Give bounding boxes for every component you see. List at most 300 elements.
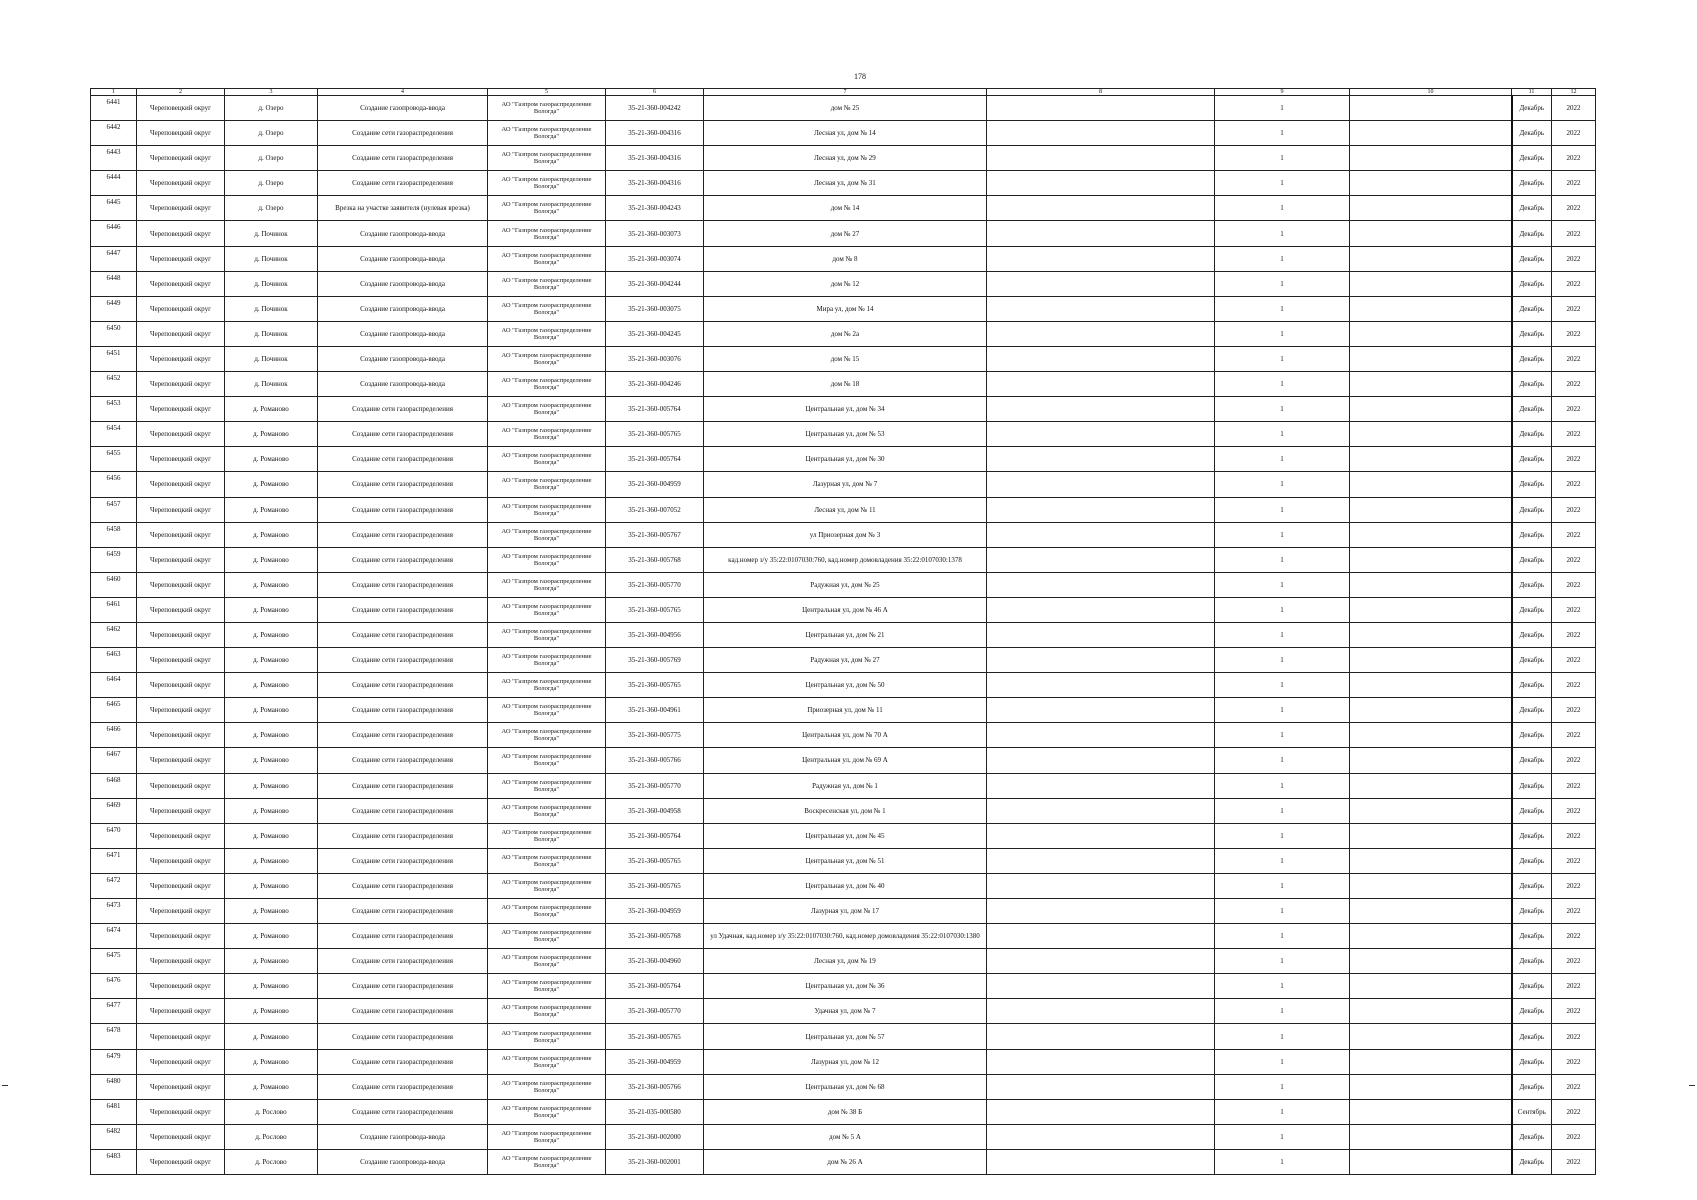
month-cell: Декабрь — [1512, 171, 1552, 196]
organization-cell: АО "Газпром газораспределение Вологда" — [488, 999, 606, 1024]
count-cell: 1 — [1215, 497, 1350, 522]
column-8-cell — [987, 848, 1215, 873]
column-8-cell — [987, 899, 1215, 924]
column-10-cell — [1350, 673, 1512, 698]
address-cell: Центральная ул, дом № 21 — [704, 622, 987, 647]
row-number: 6479 — [91, 1049, 137, 1074]
request-number-cell: 35-21-360-004245 — [606, 321, 704, 346]
organization-cell: АО "Газпром газораспределение Вологда" — [488, 246, 606, 271]
year-cell: 2022 — [1552, 572, 1596, 597]
work-type-cell: Создание сети газораспределения — [318, 1049, 488, 1074]
column-10-cell — [1350, 522, 1512, 547]
month-cell: Декабрь — [1512, 823, 1552, 848]
column-8-cell — [987, 121, 1215, 146]
row-number: 6443 — [91, 146, 137, 171]
work-type-cell: Создание газопровода-ввода — [318, 321, 488, 346]
month-cell: Декабрь — [1512, 447, 1552, 472]
column-10-cell — [1350, 1099, 1512, 1124]
organization-cell: АО "Газпром газораспределение Вологда" — [488, 572, 606, 597]
district-cell: Череповецкий округ — [137, 96, 225, 121]
table-row — [91, 346, 1596, 371]
district-cell: Череповецкий округ — [137, 171, 225, 196]
count-cell: 1 — [1215, 296, 1350, 321]
column-8-cell — [987, 1049, 1215, 1074]
district-cell: Череповецкий округ — [137, 221, 225, 246]
request-number-cell: 35-21-360-005765 — [606, 422, 704, 447]
request-number-cell: 35-21-360-004959 — [606, 899, 704, 924]
settlement-cell: д. Рослово — [225, 1099, 318, 1124]
column-8-cell — [987, 1099, 1215, 1124]
column-10-cell — [1350, 1149, 1512, 1174]
column-8-cell — [987, 472, 1215, 497]
column-10-cell — [1350, 698, 1512, 723]
table-row — [91, 597, 1596, 622]
register-table — [90, 88, 1596, 1175]
district-cell: Череповецкий округ — [137, 497, 225, 522]
organization-cell: АО "Газпром газораспределение Вологда" — [488, 1099, 606, 1124]
settlement-cell: д. Рослово — [225, 1124, 318, 1149]
table-row — [91, 723, 1596, 748]
district-cell: Череповецкий округ — [137, 146, 225, 171]
district-cell: Череповецкий округ — [137, 271, 225, 296]
request-number-cell: 35-21-360-005764 — [606, 397, 704, 422]
count-cell: 1 — [1215, 221, 1350, 246]
request-number-cell: 35-21-360-005768 — [606, 924, 704, 949]
work-type-cell: Создание сети газораспределения — [318, 1099, 488, 1124]
column-10-cell — [1350, 648, 1512, 673]
table-row — [91, 271, 1596, 296]
address-cell: дом № 15 — [704, 346, 987, 371]
column-8-cell — [987, 723, 1215, 748]
column-10-cell — [1350, 96, 1512, 121]
table-row — [91, 422, 1596, 447]
table-row — [91, 673, 1596, 698]
count-cell: 1 — [1215, 246, 1350, 271]
count-cell: 1 — [1215, 999, 1350, 1024]
month-cell: Декабрь — [1512, 1024, 1552, 1049]
column-8-cell — [987, 648, 1215, 673]
month-cell: Декабрь — [1512, 96, 1552, 121]
table-row — [91, 873, 1596, 898]
year-cell: 2022 — [1552, 648, 1596, 673]
margin-mark-right — [1689, 1085, 1695, 1086]
column-8-cell — [987, 698, 1215, 723]
work-type-cell: Создание сети газораспределения — [318, 146, 488, 171]
table-row — [91, 848, 1596, 873]
row-number: 6483 — [91, 1149, 137, 1174]
organization-cell: АО "Газпром газораспределение Вологда" — [488, 873, 606, 898]
request-number-cell: 35-21-360-007052 — [606, 497, 704, 522]
column-8-cell — [987, 673, 1215, 698]
work-type-cell: Создание сети газораспределения — [318, 773, 488, 798]
work-type-cell: Создание сети газораспределения — [318, 848, 488, 873]
column-10-cell — [1350, 773, 1512, 798]
column-number-8: 8 — [987, 89, 1215, 96]
year-cell: 2022 — [1552, 1124, 1596, 1149]
address-cell: Лесная ул, дом № 29 — [704, 146, 987, 171]
year-cell: 2022 — [1552, 121, 1596, 146]
row-number: 6460 — [91, 572, 137, 597]
district-cell: Череповецкий округ — [137, 597, 225, 622]
district-cell: Череповецкий округ — [137, 974, 225, 999]
year-cell: 2022 — [1552, 422, 1596, 447]
request-number-cell: 35-21-360-004959 — [606, 472, 704, 497]
table-row — [91, 1074, 1596, 1099]
row-number: 6461 — [91, 597, 137, 622]
settlement-cell: д. Романово — [225, 522, 318, 547]
settlement-cell: д. Романово — [225, 1074, 318, 1099]
table-row — [91, 1149, 1596, 1174]
table-row — [91, 999, 1596, 1024]
table-row — [91, 121, 1596, 146]
year-cell: 2022 — [1552, 798, 1596, 823]
column-8-cell — [987, 547, 1215, 572]
table-row — [91, 823, 1596, 848]
count-cell: 1 — [1215, 848, 1350, 873]
organization-cell: АО "Газпром газораспределение Вологда" — [488, 522, 606, 547]
row-number: 6448 — [91, 271, 137, 296]
request-number-cell: 35-21-360-004316 — [606, 171, 704, 196]
district-cell: Череповецкий округ — [137, 748, 225, 773]
month-cell: Сентябрь — [1512, 1099, 1552, 1124]
count-cell: 1 — [1215, 346, 1350, 371]
row-number: 6467 — [91, 748, 137, 773]
address-cell: Центральная ул, дом № 45 — [704, 823, 987, 848]
request-number-cell: 35-21-360-003076 — [606, 346, 704, 371]
request-number-cell: 35-21-360-005770 — [606, 572, 704, 597]
column-10-cell — [1350, 422, 1512, 447]
month-cell: Декабрь — [1512, 296, 1552, 321]
request-number-cell: 35-21-360-004956 — [606, 622, 704, 647]
table-row — [91, 372, 1596, 397]
column-10-cell — [1350, 1024, 1512, 1049]
organization-cell: АО "Газпром газораспределение Вологда" — [488, 597, 606, 622]
address-cell: Лесная ул, дом № 11 — [704, 497, 987, 522]
month-cell: Декабрь — [1512, 748, 1552, 773]
settlement-cell: д. Романово — [225, 698, 318, 723]
column-10-cell — [1350, 723, 1512, 748]
organization-cell: АО "Газпром газораспределение Вологда" — [488, 673, 606, 698]
district-cell: Череповецкий округ — [137, 698, 225, 723]
settlement-cell: д. Озеро — [225, 121, 318, 146]
address-cell: дом № 38 Б — [704, 1099, 987, 1124]
count-cell: 1 — [1215, 397, 1350, 422]
district-cell: Череповецкий округ — [137, 773, 225, 798]
address-cell: Центральная ул, дом № 68 — [704, 1074, 987, 1099]
row-number: 6451 — [91, 346, 137, 371]
count-cell: 1 — [1215, 622, 1350, 647]
column-8-cell — [987, 622, 1215, 647]
request-number-cell: 35-21-360-004959 — [606, 1049, 704, 1074]
organization-cell: АО "Газпром газораспределение Вологда" — [488, 1024, 606, 1049]
column-8-cell — [987, 221, 1215, 246]
year-cell: 2022 — [1552, 321, 1596, 346]
work-type-cell: Создание сети газораспределения — [318, 673, 488, 698]
month-cell: Декабрь — [1512, 924, 1552, 949]
settlement-cell: д. Романово — [225, 899, 318, 924]
table-row — [91, 1099, 1596, 1124]
row-number: 6465 — [91, 698, 137, 723]
request-number-cell: 35-21-360-004958 — [606, 798, 704, 823]
address-cell: Приозерная ул, дом № 11 — [704, 698, 987, 723]
count-cell: 1 — [1215, 949, 1350, 974]
count-cell: 1 — [1215, 572, 1350, 597]
column-8-cell — [987, 974, 1215, 999]
month-cell: Декабрь — [1512, 372, 1552, 397]
column-10-cell — [1350, 597, 1512, 622]
count-cell: 1 — [1215, 522, 1350, 547]
year-cell: 2022 — [1552, 547, 1596, 572]
district-cell: Череповецкий округ — [137, 899, 225, 924]
column-10-cell — [1350, 497, 1512, 522]
organization-cell: АО "Газпром газораспределение Вологда" — [488, 949, 606, 974]
request-number-cell: 35-21-360-004316 — [606, 146, 704, 171]
address-cell: дом № 27 — [704, 221, 987, 246]
organization-cell: АО "Газпром газораспределение Вологда" — [488, 271, 606, 296]
month-cell: Декабрь — [1512, 999, 1552, 1024]
settlement-cell: д. Починок — [225, 271, 318, 296]
count-cell: 1 — [1215, 748, 1350, 773]
work-type-cell: Создание сети газораспределения — [318, 873, 488, 898]
organization-cell: АО "Газпром газораспределение Вологда" — [488, 698, 606, 723]
count-cell: 1 — [1215, 773, 1350, 798]
row-number: 6476 — [91, 974, 137, 999]
district-cell: Череповецкий округ — [137, 246, 225, 271]
column-10-cell — [1350, 372, 1512, 397]
table-row — [91, 497, 1596, 522]
row-number: 6445 — [91, 196, 137, 221]
year-cell: 2022 — [1552, 974, 1596, 999]
organization-cell: АО "Газпром газораспределение Вологда" — [488, 221, 606, 246]
district-cell: Череповецкий округ — [137, 723, 225, 748]
district-cell: Череповецкий округ — [137, 823, 225, 848]
month-cell: Декабрь — [1512, 547, 1552, 572]
row-number: 6456 — [91, 472, 137, 497]
column-10-cell — [1350, 1049, 1512, 1074]
settlement-cell: д. Романово — [225, 597, 318, 622]
organization-cell: АО "Газпром газораспределение Вологда" — [488, 748, 606, 773]
count-cell: 1 — [1215, 723, 1350, 748]
month-cell: Декабрь — [1512, 1074, 1552, 1099]
table-row — [91, 321, 1596, 346]
settlement-cell: д. Романово — [225, 873, 318, 898]
column-8-cell — [987, 1124, 1215, 1149]
row-number: 6481 — [91, 1099, 137, 1124]
settlement-cell: д. Починок — [225, 246, 318, 271]
address-cell: Мира ул, дом № 14 — [704, 296, 987, 321]
request-number-cell: 35-21-360-003075 — [606, 296, 704, 321]
district-cell: Череповецкий округ — [137, 397, 225, 422]
work-type-cell: Создание газопровода-ввода — [318, 372, 488, 397]
column-10-cell — [1350, 924, 1512, 949]
column-10-cell — [1350, 196, 1512, 221]
address-cell: Воскресенская ул, дом № 1 — [704, 798, 987, 823]
district-cell: Череповецкий округ — [137, 1024, 225, 1049]
table-row — [91, 648, 1596, 673]
row-number: 6459 — [91, 547, 137, 572]
count-cell: 1 — [1215, 899, 1350, 924]
organization-cell: АО "Газпром газораспределение Вологда" — [488, 1049, 606, 1074]
column-number-9: 9 — [1215, 89, 1350, 96]
year-cell: 2022 — [1552, 748, 1596, 773]
year-cell: 2022 — [1552, 1024, 1596, 1049]
settlement-cell: д. Озеро — [225, 96, 318, 121]
district-cell: Череповецкий округ — [137, 422, 225, 447]
month-cell: Декабрь — [1512, 397, 1552, 422]
row-number: 6446 — [91, 221, 137, 246]
district-cell: Череповецкий округ — [137, 924, 225, 949]
row-number: 6464 — [91, 673, 137, 698]
work-type-cell: Создание сети газораспределения — [318, 924, 488, 949]
column-8-cell — [987, 949, 1215, 974]
table-row — [91, 472, 1596, 497]
organization-cell: АО "Газпром газораспределение Вологда" — [488, 974, 606, 999]
work-type-cell: Создание газопровода-ввода — [318, 221, 488, 246]
month-cell: Декабрь — [1512, 622, 1552, 647]
count-cell: 1 — [1215, 447, 1350, 472]
request-number-cell: 35-21-360-002000 — [606, 1124, 704, 1149]
organization-cell: АО "Газпром газораспределение Вологда" — [488, 924, 606, 949]
month-cell: Декабрь — [1512, 1049, 1552, 1074]
settlement-cell: д. Починок — [225, 221, 318, 246]
year-cell: 2022 — [1552, 597, 1596, 622]
settlement-cell: д. Романово — [225, 748, 318, 773]
organization-cell: АО "Газпром газораспределение Вологда" — [488, 648, 606, 673]
month-cell: Декабрь — [1512, 146, 1552, 171]
table-row — [91, 698, 1596, 723]
address-cell: Удачная ул, дом № 7 — [704, 999, 987, 1024]
column-8-cell — [987, 1074, 1215, 1099]
year-cell: 2022 — [1552, 773, 1596, 798]
table-row — [91, 96, 1596, 121]
settlement-cell: д. Романово — [225, 1024, 318, 1049]
count-cell: 1 — [1215, 798, 1350, 823]
district-cell: Череповецкий округ — [137, 1149, 225, 1174]
organization-cell: АО "Газпром газораспределение Вологда" — [488, 823, 606, 848]
month-cell: Декабрь — [1512, 949, 1552, 974]
column-10-cell — [1350, 321, 1512, 346]
work-type-cell: Создание сети газораспределения — [318, 648, 488, 673]
column-10-cell — [1350, 899, 1512, 924]
settlement-cell: д. Романово — [225, 723, 318, 748]
work-type-cell: Создание сети газораспределения — [318, 472, 488, 497]
column-8-cell — [987, 271, 1215, 296]
organization-cell: АО "Газпром газораспределение Вологда" — [488, 121, 606, 146]
organization-cell: АО "Газпром газораспределение Вологда" — [488, 321, 606, 346]
month-cell: Декабрь — [1512, 848, 1552, 873]
address-cell: Центральная ул, дом № 57 — [704, 1024, 987, 1049]
settlement-cell: д. Озеро — [225, 196, 318, 221]
work-type-cell: Врезка на участке заявителя (нулевая врезка) — [318, 196, 488, 221]
column-number-2: 2 — [137, 89, 225, 96]
month-cell: Декабрь — [1512, 522, 1552, 547]
count-cell: 1 — [1215, 597, 1350, 622]
row-number: 6458 — [91, 522, 137, 547]
settlement-cell: д. Романово — [225, 622, 318, 647]
request-number-cell: 35-21-360-005766 — [606, 1074, 704, 1099]
count-cell: 1 — [1215, 146, 1350, 171]
settlement-cell: д. Романово — [225, 773, 318, 798]
address-cell: Лесная ул, дом № 14 — [704, 121, 987, 146]
work-type-cell: Создание газопровода-ввода — [318, 296, 488, 321]
request-number-cell: 35-21-360-005765 — [606, 848, 704, 873]
request-number-cell: 35-21-360-005765 — [606, 597, 704, 622]
count-cell: 1 — [1215, 96, 1350, 121]
year-cell: 2022 — [1552, 1049, 1596, 1074]
settlement-cell: д. Романово — [225, 648, 318, 673]
organization-cell: АО "Газпром газораспределение Вологда" — [488, 622, 606, 647]
settlement-cell: д. Починок — [225, 372, 318, 397]
column-8-cell — [987, 321, 1215, 346]
row-number: 6455 — [91, 447, 137, 472]
work-type-cell: Создание газопровода-ввода — [318, 96, 488, 121]
work-type-cell: Создание сети газораспределения — [318, 121, 488, 146]
count-cell: 1 — [1215, 196, 1350, 221]
work-type-cell: Создание сети газораспределения — [318, 899, 488, 924]
request-number-cell: 35-21-360-005769 — [606, 648, 704, 673]
row-number: 6470 — [91, 823, 137, 848]
column-8-cell — [987, 171, 1215, 196]
column-10-cell — [1350, 346, 1512, 371]
request-number-cell: 35-21-360-005765 — [606, 1024, 704, 1049]
year-cell: 2022 — [1552, 96, 1596, 121]
address-cell: ул Удачная, кад.номер з/у 35:22:0107030:760, кад.номер домовладения 35:22:0107030:1380 — [704, 924, 987, 949]
table-row — [91, 798, 1596, 823]
row-number: 6477 — [91, 999, 137, 1024]
row-number: 6478 — [91, 1024, 137, 1049]
count-cell: 1 — [1215, 422, 1350, 447]
column-10-cell — [1350, 999, 1512, 1024]
address-cell: Лазурная ул, дом № 7 — [704, 472, 987, 497]
column-10-cell — [1350, 949, 1512, 974]
address-cell: Радужная ул, дом № 25 — [704, 572, 987, 597]
work-type-cell: Создание сети газораспределения — [318, 1074, 488, 1099]
column-number-6: 6 — [606, 89, 704, 96]
column-8-cell — [987, 397, 1215, 422]
month-cell: Декабрь — [1512, 472, 1552, 497]
address-cell: дом № 14 — [704, 196, 987, 221]
address-cell: Центральная ул, дом № 40 — [704, 873, 987, 898]
table-row — [91, 1024, 1596, 1049]
column-10-cell — [1350, 296, 1512, 321]
row-number: 6457 — [91, 497, 137, 522]
district-cell: Череповецкий округ — [137, 447, 225, 472]
column-8-cell — [987, 447, 1215, 472]
column-10-cell — [1350, 748, 1512, 773]
settlement-cell: д. Романово — [225, 497, 318, 522]
row-number: 6447 — [91, 246, 137, 271]
settlement-cell: д. Починок — [225, 346, 318, 371]
request-number-cell: 35-21-360-005767 — [606, 522, 704, 547]
column-number-7: 7 — [704, 89, 987, 96]
count-cell: 1 — [1215, 648, 1350, 673]
count-cell: 1 — [1215, 974, 1350, 999]
count-cell: 1 — [1215, 372, 1350, 397]
table-row — [91, 146, 1596, 171]
settlement-cell: д. Романово — [225, 1049, 318, 1074]
organization-cell: АО "Газпром газораспределение Вологда" — [488, 1124, 606, 1149]
organization-cell: АО "Газпром газораспределение Вологда" — [488, 1149, 606, 1174]
district-cell: Череповецкий округ — [137, 848, 225, 873]
district-cell: Череповецкий округ — [137, 296, 225, 321]
table-row — [91, 296, 1596, 321]
column-8-cell — [987, 597, 1215, 622]
month-cell: Декабрь — [1512, 698, 1552, 723]
organization-cell: АО "Газпром газораспределение Вологда" — [488, 146, 606, 171]
year-cell: 2022 — [1552, 196, 1596, 221]
year-cell: 2022 — [1552, 848, 1596, 873]
request-number-cell: 35-21-360-004316 — [606, 121, 704, 146]
